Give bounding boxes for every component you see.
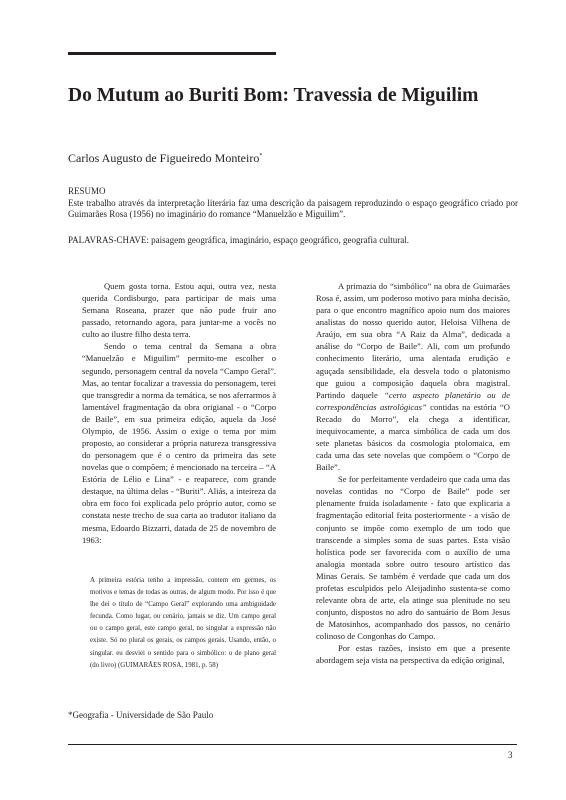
right-p1-text-b: contidas na estória “O Recado do Morro”, ela chega a identificar, inequivocamente, a marca simbólica de cada um dos sete planetas básicos da cosmologia ptolomaica, em cada uma das sete novelas que compõem o “Corpo de Baile”. — [316, 401, 510, 473]
left-paragraph-2: Sendo o tema central da Semana a obra “Manuelzão e Miguilim” permito-me escolher o segundo, personagem central da novela “Campo Geral”. Mas, ao tentar focalizar a travessia do personagem, terei que transgredir a norma da temática, se nos aferrarmos à lamentável fragmentação da obra origianal - o “Corpo de Baile”, em sua primeira edição, aquela da José Olympio, de 1956. Assim o exige o tema por mim proposto, ao considerar a própria natureza transgressiva do personagem que é o centro da primeira das sete novelas que o compõem; é mencionado na terceira – “A Estória de Lélio e Lina” - e reaparece, com grande destaque, na última delas - “Buriti”. Aliás, a inteireza da obra em foco foi explicada pelo próprio autor, como se constata neste trecho de sua carta ao tradutor italiano da mesma, Edoardo Bizzarri, datada de 25 de novembro de 1963: — [82, 341, 276, 545]
right-paragraph-3: Por estas razões, insisto em que a presente abordagem seja vista na perspectiva da edição original, — [316, 643, 510, 666]
article-title: Do Mutum ao Buriti Bom: Travessia de Miguilim — [68, 85, 479, 106]
block-quote — [82, 575, 276, 672]
abstract-text: Este trabalho através da interpretação literária faz uma descrição da paisagem reproduzindo o espaço geográfico criado por Guimarães Rosa (1956) no imaginário do romance “Manuelzão e Miguilim”. — [68, 197, 518, 219]
abstract — [68, 186, 518, 221]
left-paragraph-1: Quem gosta torna. Estou aqui, outra vez, nesta querida Cordisburgo, para participar de mais uma Semana Roseana, prazer que não pude fruir ano passado, retornando agora, para juntar-me a vocês no culto ao ilustre filho desta terra. — [82, 281, 276, 340]
footnote: *Geografia - Universidade de São Paulo — [68, 710, 214, 720]
page-number: 3 — [508, 750, 513, 760]
top-rule — [68, 52, 276, 55]
right-p1-italic-quote: “certo aspecto planetário ou de correspondências astrológicas” — [316, 389, 510, 412]
keywords: PALAVRAS-CHAVE: paisagem geográfica, imaginário, espaço geográfico, geografia cultural. — [68, 235, 409, 245]
right-paragraph-1 — [316, 280, 510, 473]
right-column — [316, 280, 510, 667]
right-p1-text-a: A primazia do “simbólico” na obra de Guimarães Rosa é, assim, um poderoso motivo para minha decisão, para o que encontro magnífico apoio num dos maiores analistas do nosso querido autor, Heloisa Vilhena de Araújo, em sua obra “A Raiz da Alma”, dedicada a análise do “Corpo de Baile”. Ali, com um profundo conhecimento literário, uma alentada erudição e aguçada sensibilidade, ela desvela todo o platonismo que guiou a composição daquela obra magistral. Partindo daquele — [316, 281, 510, 400]
right-paragraph-2: Se for perfeitamente verdadeiro que cada uma das novelas contidas no “Corpo de Baile” pode ser plenamente fruida isoladamente - fato que explicaria a fragmentação editorial feita posteriormente - a visão de conjunto se impõe como exemplo de um todo que transcende a simples soma de suas partes. Esta visão holística pode ser favorecida com o auxílio de uma analogia montada sobre outro tesouro artístico das Minas Gerais. Se também é verdade que cada um dos profetas esculpidos pelo Aleijadinho sustenta-se como relevante obra de arte, ela atinge sua plenitude no seu conjunto, dispostos no adro do santuário de Bom Jesus de Matosinhos, acompanhado dos passos, no cenário colinoso de Congonhas do Campo. — [316, 474, 510, 642]
author-footnote-mark: * — [259, 153, 263, 159]
quote-text: A primeira estória tenho a impressão, contem em germes, os motivos e temas de todas as outras, de algum modo. Por isso é que lhe dei o título de “Campo Geral” explorando uma ambiguidade fecunda. Como lugar, ou cenário, jamais se diz. Um campo geral ou o campo geral, este campo geral, no singular a expressão não existe. Só no plural os gerais, os campos gerais. Usando, então, o singular. eu desviei o sentido para o simbólico: o de plano geral (do livro) (GUIMARÃES ROSA, 1981, p. 58) — [90, 577, 276, 669]
author-text: Carlos Augusto de Figueiredo Monteiro — [68, 151, 260, 165]
author-name — [68, 149, 262, 166]
bottom-rule — [68, 744, 517, 745]
abstract-heading: RESUMO — [68, 186, 106, 196]
left-column — [82, 280, 276, 546]
